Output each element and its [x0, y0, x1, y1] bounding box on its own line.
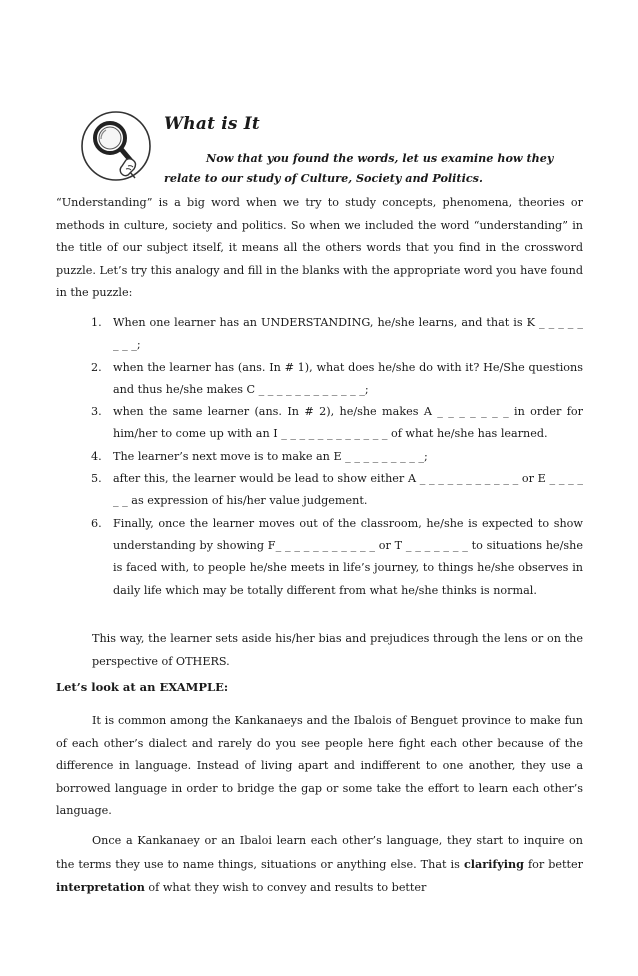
magnifying-glass-icon	[80, 110, 152, 182]
paragraph-this-way: This way, the learner sets aside his/her bias and prejudices through the lens or on the perspective of OTHERS.	[92, 632, 583, 668]
intro-text	[164, 148, 584, 188]
keyword-interpretation: interpretation	[56, 880, 145, 894]
intro-line-2: relate to our study of Culture, Society and Politics.	[164, 171, 483, 185]
list-item: 1. When one learner has an UNDERSTANDING, he/she learns, and that is K _ _ _ _ _ _ _ _;	[91, 316, 583, 352]
paragraph-language: Once a Kankanaey or an Ibaloi learn each other’s language, they start to inquire on the terms they use to name things, situations or anything else. That is clarifying for better interpretation of what they wish to convey and results to better	[56, 834, 583, 894]
analogy-list	[56, 312, 583, 602]
list-item: 4. The learner’s next move is to make an E _ _ _ _ _ _ _ _ _;	[91, 449, 428, 463]
paragraph-example: It is common among the Kankanaeys and the Ibalois of Benguet province to make fun of each other’s dialect and rarely do you see people here fight each other because of the difference in language. Instead of living apart and indifferent to one another, they use a borrowed language in order to bridge the gap or some take the effort to learn each other’s language.	[56, 714, 583, 817]
list-item: 2. when the learner has (ans. In # 1), what does he/she do with it? He/She questions and thus he/she makes C _ _ _ _ _ _ _ _ _ _ _ _;	[91, 360, 583, 396]
paragraph-understanding: “Understanding” is a big word when we try to study concepts, phenomena, theories or methods in culture, society and politics. So when we included the word “understanding” in the title of our subject itself, it means all the others words that you find in the crossword puzzle. Let’s try this analogy and fill in the blanks with the appropriate word you have found in the puzzle:	[56, 196, 583, 299]
list-item: 5. after this, the learner would be lead to show either A _ _ _ _ _ _ _ _ _ _ _ or E _ _ _ _ _ _ as expression of his/her value judgement.	[91, 472, 583, 508]
keyword-clarifying: clarifying	[463, 856, 524, 871]
list-item: 3. when the same learner (ans. In # 2), he/she makes A _ _ _ _ _ _ _ in order for him/her to come up with an I _ _ _ _ _ _ _ _ _ _ _ _ of what he/she has learned.	[91, 405, 583, 441]
list-item: 6. Finally, once the learner moves out of the classroom, he/she is expected to show understanding by showing F_ _ _ _ _ _ _ _ _ _ _ or T _ _ _ _ _ _ _ to situations he/she is faced with, to people he/she meets in life’s journey, to things he/she observes in daily life which may be totally different from what he/she thinks is normal.	[91, 516, 583, 597]
page-title: What is It	[164, 114, 260, 134]
intro-line-1: Now that you found the words, let us examine how they	[206, 151, 554, 165]
example-heading: Let’s look at an EXAMPLE:	[56, 680, 229, 694]
